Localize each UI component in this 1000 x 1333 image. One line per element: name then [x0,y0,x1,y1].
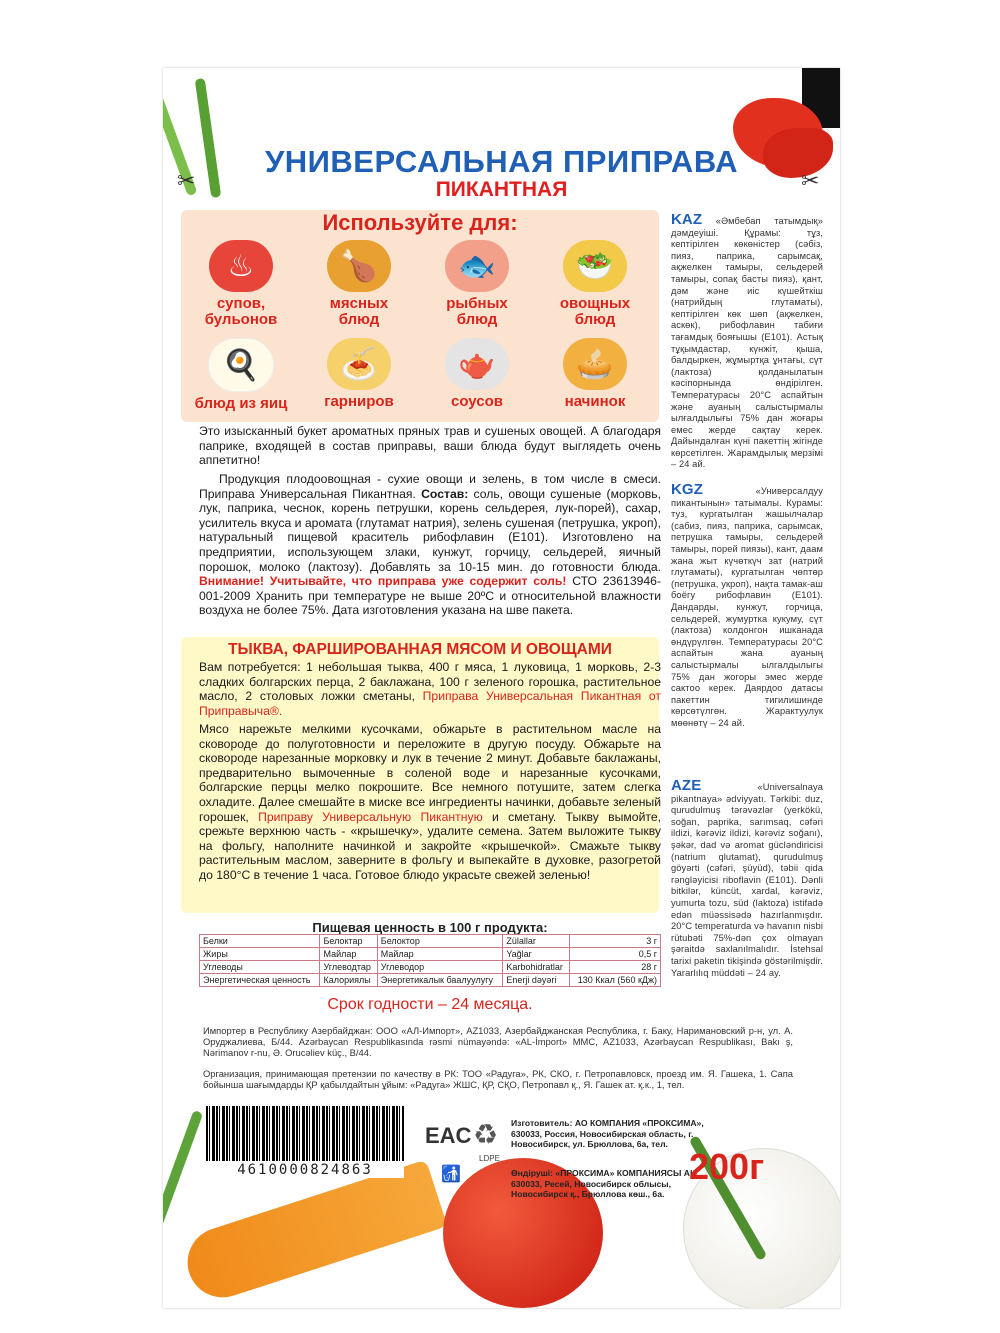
table-cell: Энергетикалык баалуулугу [377,974,503,987]
usage-label: блюд из яиц [194,395,288,412]
language-code: KAZ [671,211,703,228]
salt-warning: Внимание! Учитывайте, что приправа уже содержит соль! [199,574,567,589]
table-cell: 130 Ккал (560 кДж) [570,974,661,987]
side-text: «Әмбебап татымдық» дәмдеуіші. Құрамы: тұз, кептірілген көкөністер (сәбіз, пияз, паприка, сарымсақ, ақжелкен тамыры, сельдерей тамыры, сопақ басты пияз), қант, дәм және иіс күшейткіш (натрийдың глутаматы), кептірілген көк шөп (ақжелкен, аскөк), рибофлавин табиғи тағамдық бояғышы (Е101). Астық тұқымдастар, күнжіт, қыша, балдыркен, жұмыртқа ұнтағы, сүт (лактоза) қолданылатын кәсіпорнында өндірілген. Температурасы 20°С аспайтын және ауаның салыстырмалы ылғалдылығы 75% дан жоғары емес жерде сақтау керек. Дайындалған күні пакеттің жігінде көрсетілген. Жарамдылық мерзімі – 24 ай. [671,216,823,470]
recycle-icon: ♻ [473,1119,499,1150]
side-text: «Universalnaya pikantnaya» ədviyyatı. Tərkibi: duz, qurudulmuş tərəvəzlər (yerkökü, soğan, paprika, sarımsaq, cəfəri ildizi, kərəviz ildizi, kərəviz soğanı), şəkər, dad və aromat gücləndiricisi (natrium qlutamat), qurudulmuş göyərti (cəfəri, şüyüd), təbii qida rəngləyicisi riboflavin (E101). Dənli bitkilər, küncüt, xardal, kərəviz, yumurta tozu, süd (laktoza) istifadə edən müəssisədə hazırlanmışdır. 20°C temperaturda və havanın nisbi rütubəti 75%-dən çox olmayan şəraitdə saxlanılmalıdır. İstehsal tarixi paketin tikişində göstərilmişdir. Yararlılıq müddəti – 24 ay. [671,782,823,978]
usage-item [303,240,415,328]
seasoning-package [163,68,840,1308]
description-intro: Это изысканный букет ароматных пряных трав и сушеных овощей. А благодаря паприке, входящей в состав приправы, ваши блюда будут выглядеть очень аппетитно! [199,424,661,468]
table-cell: 0,5 г [570,948,661,961]
composition-label: Состав: [421,486,469,501]
table-cell: Karbohidratlar [503,961,570,974]
usage-label: гарниров [324,393,394,410]
usage-label: начинок [564,393,626,410]
meat-icon: 🍗 [327,240,391,292]
pie-icon: 🥧 [563,338,627,390]
nutrition-title: Пищевая ценность в 100 г продукта: [312,920,548,935]
composition-text: Продукция плодоовощная - сухие овощи и зелень, в том числе в смеси. Приправа Универсальная Пикантная. [199,472,661,501]
composition-text: соль, овощи сушеные (морковь, лук, паприка, чеснок, корень петрушки, корень сельдерея, лук-порей), сахар, усилитель вкуса и аромата (глутамат натрия), зелень сушеная (петрушка, укроп), натуральный пищевой краситель рибофлавин (Е101). Изготовлено на предприятии, использующем злаки, кунжут, горчицу, сельдерей, яичный порошок, молоко (лактозу). Добавлять за 10-15 мин. до готовности блюда. [199,486,661,574]
table-cell: Жиры [200,948,320,961]
shelf-life: Срок годности – 24 месяца. [327,996,533,1013]
barcode [206,1106,404,1161]
usage-heading: Используйте для: [322,210,518,235]
table-cell: 28 г [570,961,661,974]
usage-item [303,338,415,410]
language-code: KGZ [671,481,703,498]
steps-text: Мясо нарежьте мелкими кусочками, обжарьте в растительном масле на сковороде до полуготовности и переложите в другую посуду. Обжарьте на сковороде нарезанные морковку и лук в течение 2 минут. Добавьте баклажаны, предварительно вымоченные в соленой воде и нарезанные кусочками, болгарские перцы мелко покрошите. Все немного потушите, затем слегка охладите. Далее смешайте в миске все ингредиенты начинки, добавьте зеленый горошек, [199,722,661,824]
pasta-plate-icon: 🍝 [327,338,391,390]
language-code: AZE [671,777,702,794]
scissors-icon: ✂ [801,168,820,193]
product-subtitle: ПИКАНТНАЯ [435,178,568,201]
table-row [200,935,661,948]
usage-item [185,240,297,328]
net-weight: 200г [689,1146,765,1187]
ingredients-seasoning: Приправа Универсальная Пикантная от Приправыча®. [199,689,662,718]
table-row [200,948,661,961]
no-litter-icon: 🚮 [441,1166,461,1183]
barcode-number: 4610000824863 [206,1162,404,1178]
usage-label: соусов [450,393,503,410]
usage-label: рыбных блюд [446,295,508,328]
usage-item [539,338,651,410]
table-cell: Белоктар [320,935,377,948]
steps-text: и сметану. Тыкву вымойте, срежьте верхнюю часть - «крышечку», удалите семена. Затем выложите тыкву на фольгу, наполните начинкой и закройте «крышечкой». Смажьте тыкву растительным маслом, заверните в фольгу и выпекайте в духовке, разогретой до 180°С в течение 1 часа. Готовое блюдо украсьте свежей зеленью! [199,809,661,882]
nutrition-table [199,934,661,987]
table-cell: Майлар [377,948,503,961]
fish-icon: 🐟 [445,240,509,292]
table-cell: Углеводтар [320,961,377,974]
side-text: «Универсалдуу пикантынын» татымалы. Курамы: туз, кургатылган жашылчалар (сабиз, пияз, паприка, сарымсак, петрушка тамыры, сельдерей тамыры, порей пиязы), кант, даам жана жыт күчөткүч зат (натрий глутаматы), кургатылган чөптөр (петрушка, укроп), нақта тамак-аш боёгу рибофлавин (Е101). Дандарды, кунжут, горчица, сельдерей, жумуртка кукуму, сүт (лактоза) колдонгон ишканада өндүрүлгөн. Температурасы 20°С аспайтын жана ауаның салыстырмалы ылгалдылыгы 75% дан жогоры эмес жерде сактоо керек. Даярдоо датасы пакеттин тигилишинде көрсөтүлгөн. Жарактуулук мөөнөтү – 24 ай. [671,486,823,728]
manufacturer-info-kz: Өндіруші: «ПРОКСИМА» КОМПАНИЯСЫ АҚ, 630033, Ресей, Новосибирск облысы, Новосибирск қ., Брюллова көш., 6а. [511,1168,698,1200]
table-cell: Zülallar [503,935,570,948]
usage-panel [181,210,659,422]
salad-bowl-icon: 🥗 [563,240,627,292]
pot-icon: ♨ [209,240,273,292]
table-cell: Yağlar [503,948,570,961]
fried-egg-icon: 🍳 [208,338,274,392]
recycle-label: LDPE [479,1154,500,1163]
claims-info: Организация, принимающая претензии по качеству в РК: ТОО «Радуга», РК, СКО, г. Петропавловск, проезд им. Я. Гашека, 1. Сапа бойынша шағымдарды ҚР қабылдайтын ұйым: «Радуга» ЖШС, ҚР, СҚО, Петропавл қ., Я. Гашек ат. қ.к., 1, тел. [203,1068,793,1091]
table-cell: Калориялы [320,974,377,987]
table-cell: 3 г [570,935,661,948]
eac-mark: EAC [425,1123,472,1148]
recipe-title: ТЫКВА, ФАРШИРОВАННАЯ МЯСОМ И ОВОЩАМИ [228,641,612,658]
table-row [200,961,661,974]
usage-label: мясных блюд [329,295,389,328]
product-title: УНИВЕРСАЛЬНАЯ ПРИПРАВА [264,144,739,179]
table-row [200,974,661,987]
manufacturer-info: Изготовитель: АО КОМПАНИЯ «ПРОКСИМА», 630033, Россия, Новосибирская область, г. Новосибирск, ул. Брюллова, 6а, тел. [511,1118,704,1150]
storage-text: СТО 23613946-001-2009 Хранить при температуре не выше 20ºС и относительной влажности воздуха не более 75%. Дата изготовления указана на шве пакета. [199,574,662,618]
usage-item [185,338,297,412]
usage-label: овощных блюд [559,295,631,328]
usage-item [421,240,533,328]
table-cell: Белоктор [377,935,503,948]
usage-item [539,240,651,328]
table-cell: Углеводы [200,961,320,974]
carrot-decoration [179,1160,448,1307]
description-composition [199,472,661,618]
table-cell: Enerji dəyəri [503,974,570,987]
usage-item [421,338,533,410]
side-text-kgz [671,481,823,729]
table-cell: Белки [200,935,320,948]
side-text-aze [671,777,823,979]
importer-info: Импортер в Республику Азербайджан: ООО «АЛ-Импорт», AZ1033, Азербайджанская Республика, г. Баку, Наримановский р-н, ул. А. Оруджалиева, Б/44. Azərbaycan Respublikasında rəsmi nümayəndə: «AL-İmport» MMC, AZ1033, Azərbaycan Respublikası, Bakı ş, Nərimanov r-nu, Ə. Orucəliev küç., B/44. [203,1025,793,1059]
steps-seasoning: Приправу Универсальную Пикантную [258,809,483,824]
recipe-ingredients [199,660,661,718]
table-cell: Майлар [320,948,377,961]
ingredients-text: Вам потребуется: 1 небольшая тыква, 400 г мяса, 1 луковица, 1 морковь, 2-3 сладких болгарских перца, 2 баклажана, 100 г зеленого горошка, растительное масло, 2 столовых ложки сметаны, [199,660,661,704]
table-cell: Энергетическая ценность [200,974,320,987]
scissors-icon: ✂ [177,168,196,193]
gravy-boat-icon: 🫖 [445,338,509,390]
usage-label: супов, бульонов [204,295,278,328]
table-cell: Углеводор [377,961,503,974]
dill-sprig-decoration [163,1110,203,1226]
side-text-kaz [671,211,823,471]
recipe-steps [199,722,661,883]
